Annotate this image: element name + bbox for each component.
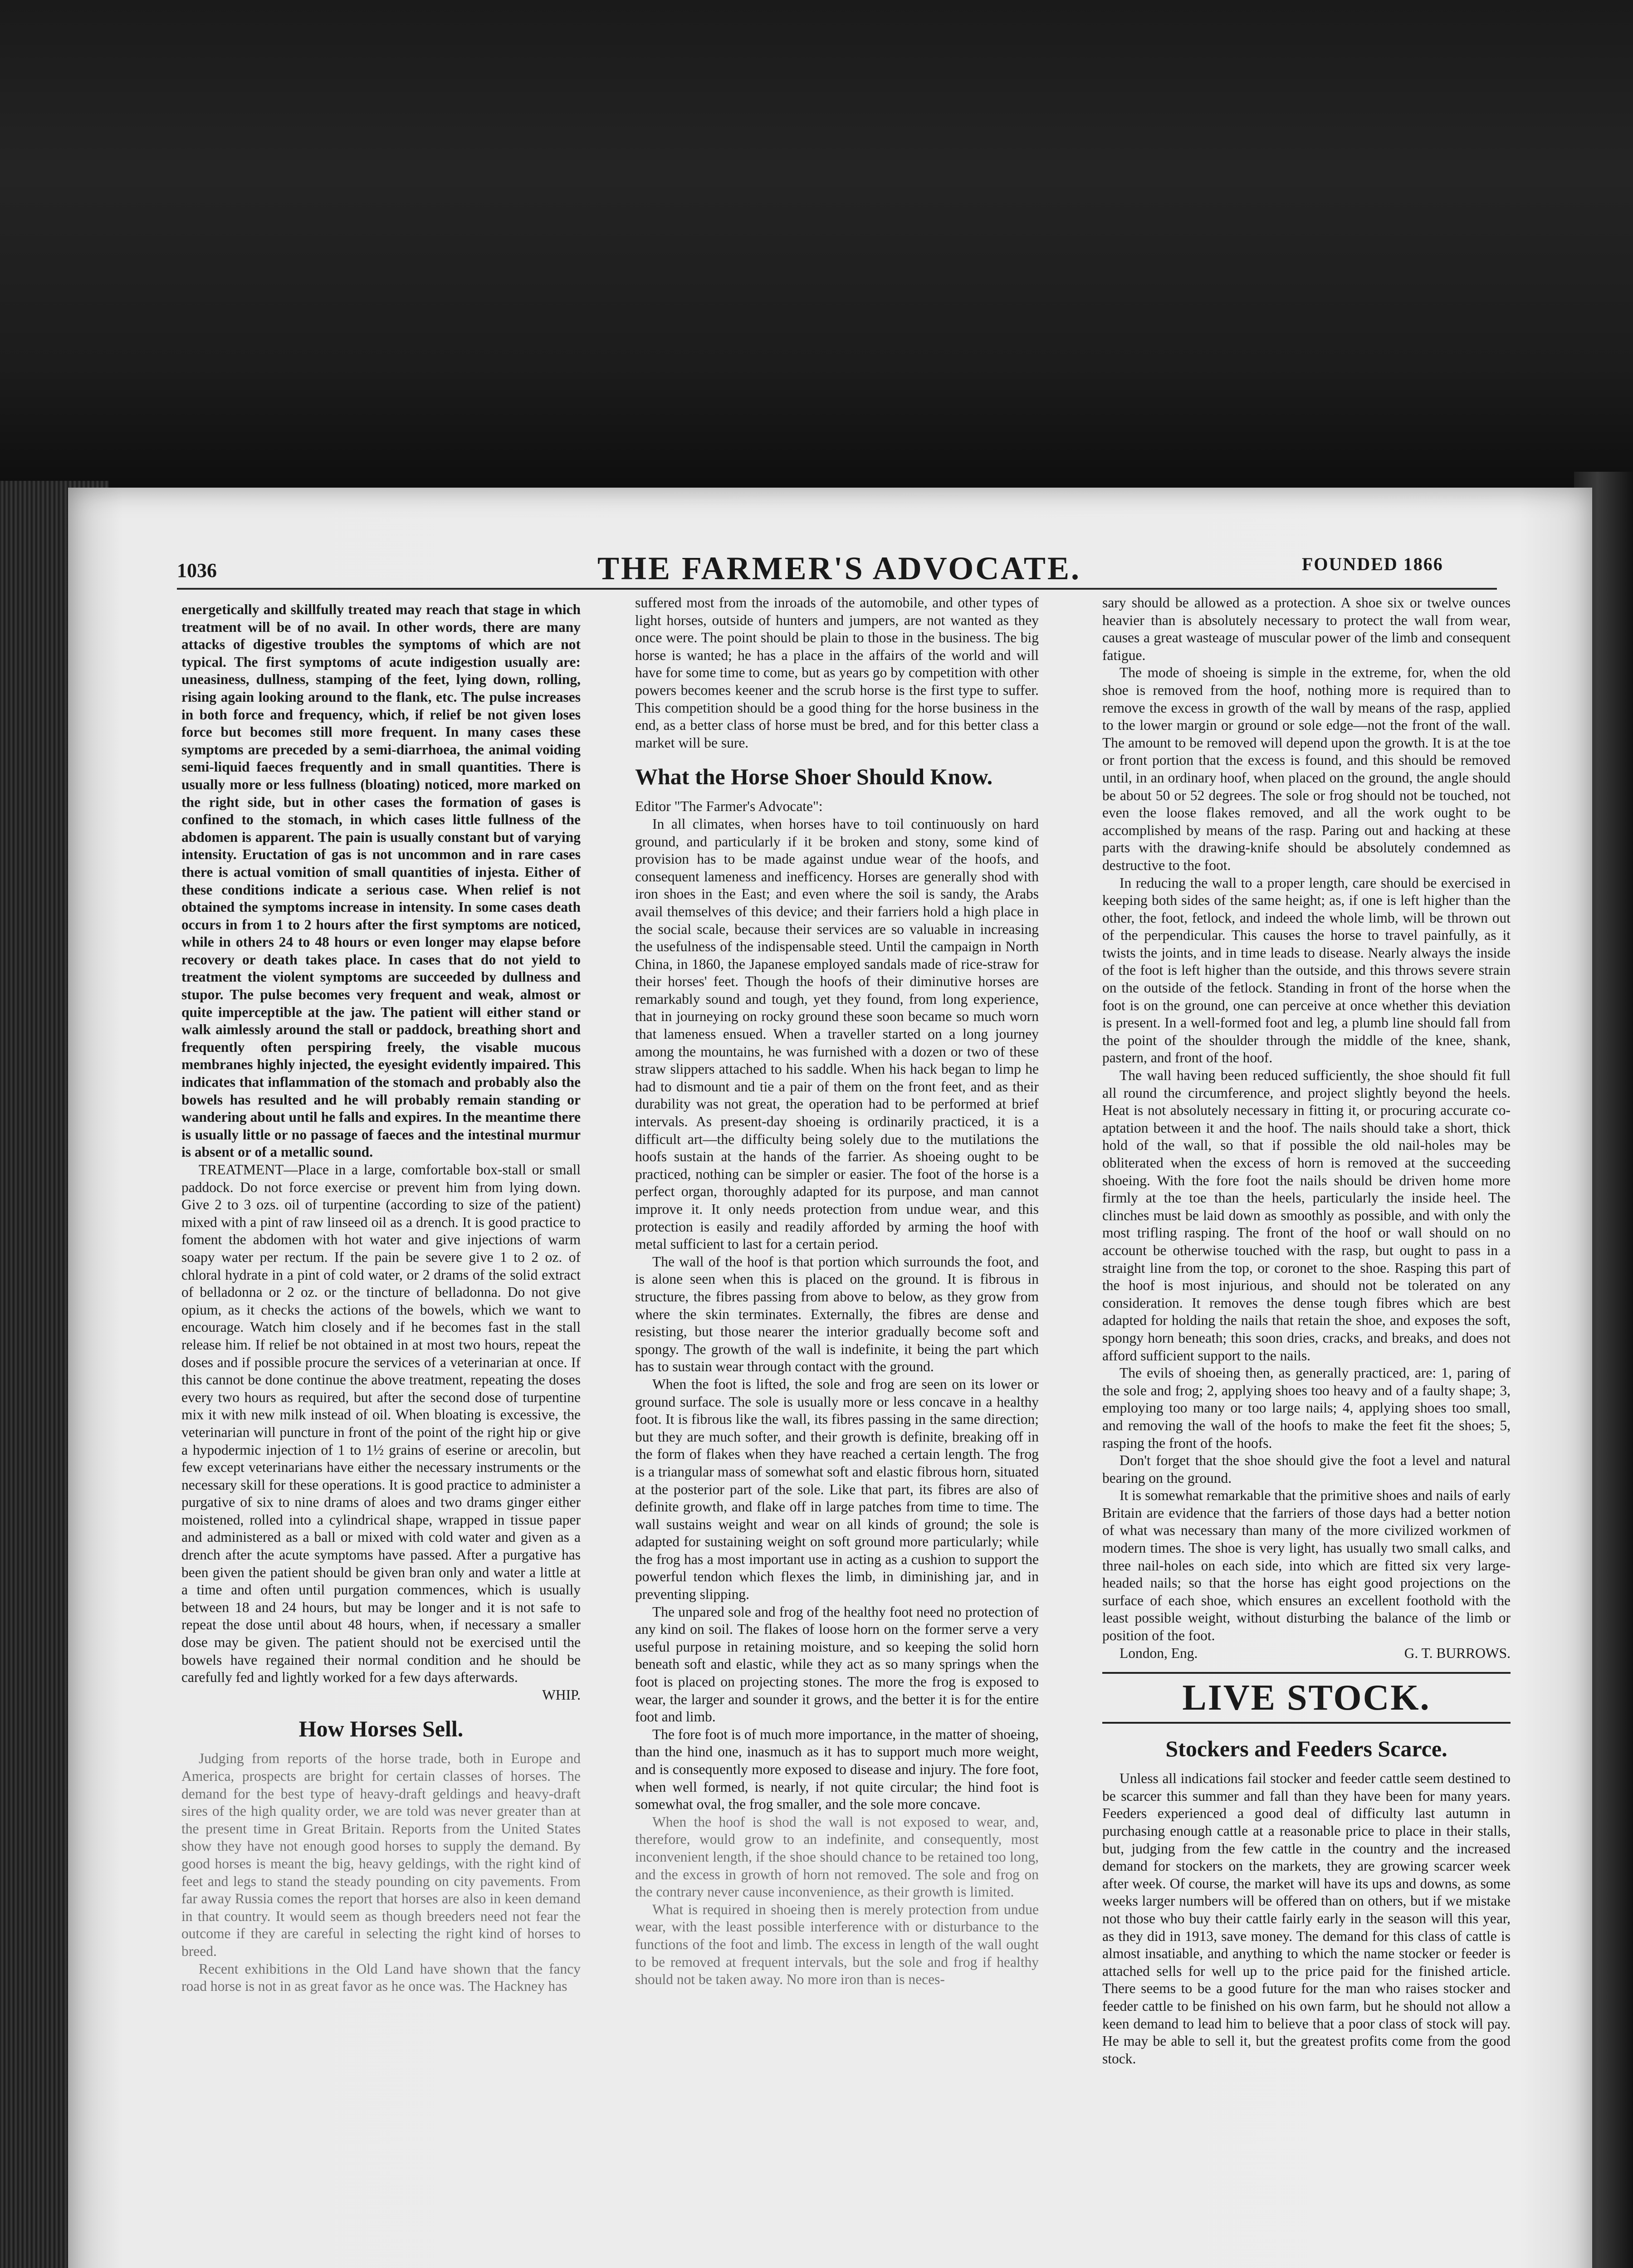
wall-of-hoof-paragraph: The wall of the hoof is that portion which surrounds the foot, and is alone seen when this is placed on the ground. It is fibrous in structure, the fibres passing from above to below, as they grow from where the skin terminates. Externally, the fibres are dense and resisting, but those nearer the interior gradually become soft and spongy. The growth of the wall is indefinite, it being the part which has to sustain wear through contact with the ground. [635,1253,1039,1375]
column-right [1102,594,1511,2068]
horses-sell-paragraph: Judging from reports of the horse trade, both in Europe and America, prospects are bright for certain classes of horses. The demand for the best type of heavy-draft geldings and heavy-draft sires of the high quality order, we are told was never greater than at the present time in Great Britain. Reports from the United States show they have not enough good horses to supply the demand. By good horses is meant the big, heavy geldings, with the right kind of feet and legs to stand the steady pounding on city pavements. From far away Russia comes the report that horses are also in keen demand in that country. It would seem as though breeders need not fear the outcome if they are careful in selecting the right kind of horses to breed. [181,1750,581,1959]
column-left [181,601,581,1995]
primitive-shoes-paragraph: It is somewhat remarkable that the primitive shoes and nails of early Britain are evidence that the farriers of those days had a better notion of what was necessary than many of the more civilized workmen of modern times. The shoe is very light, has usually two small calks, and three nail-holes on each side, into which are fitted six very large-headed nails; so that the horse has eight good projections on the surface of each shoe, which ensures an excellent foothold with the least possible weight, without disturbing the balance of the limb or position of the foot. [1102,1487,1511,1644]
indigestion-paragraph: energetically and skillfully treated may reach that stage in which treatment will be of no avail. In other words, there are many attacks of digestive troubles the symptoms of which are not typical. The first symptoms of acute indigestion usually are: uneasiness, dullness, stamping of the feet, lying down, rolling, rising again looking around to the flank, etc. The pulse increases in both force and frequency, which, if relief be not given loses force but becomes still more frequent. In many cases these symptoms are preceded by a semi-diarrhoea, the animal voiding semi-liquid faeces frequently and in small quantities. There is usually more or less fullness (bloating) noticed, more marked on the right side, but in other cases the formation of gases is confined to the stomach, in which cases little fullness of the abdomen is apparent. The pain is usually constant but of varying intensity. Eructation of gas is not uncommon and in rare cases there is actual vomition of small quantities of injesta. Either of these conditions indicate a serious case. When relief is not obtained the symptoms increase in intensity. In some cases death occurs in from 1 to 2 hours after the first symptoms are noticed, while in others 24 to 48 hours or even longer may elapse before recovery or death takes place. In cases that do not yield to treatment the violent symptoms are succeeded by dullness and stupor. The pulse becomes very frequent and weak, almost or quite imperceptible at the jaw. The patient will either stand or walk aimlessly around the stall or paddock, breathing short and frequently often perspiring freely, the visable mucous membranes highly injected, the eyesight evidently impaired. This indicates that inflammation of the stomach and probably also the bowels has resulted and he will probably remain standing or wandering about until he falls and expires. In the meantime there is usually little or no passage of faeces and the intestinal murmur is absent or of a metallic sound. [181,601,581,1160]
mode-of-shoeing-paragraph: The mode of shoeing is simple in the extreme, for, when the old shoe is removed from the hoof, nothing more is required than to remove the excess in growth of the wall by means of the rasp, applied to the lower margin or ground or sole edge—not the front of the wall. The amount to be removed will depend upon the growth. It is at the toe or front portion that the excess is found, and this should be removed until, in an ordinary hoof, when placed on the ground, the angle should be about 50 or 52 degrees. The sole or frog should not be touched, not even the loose flakes removed, and all the work ought to be accomplished by means of the rasp. Paring out and hacking at these parts with the drawing-knife should be absolutely condemned as destructive to the foot. [1102,665,1511,873]
stockers-paragraph: Unless all indications fail stocker and feeder cattle seem destined to be scarcer this summer and fall than they have been for many years. Feeders experienced a good deal of difficulty last autumn in purchasing enough cattle at a reasonable price to place in their stalls, but, judging from the few cattle in the country and the increased demand for stockers on the markets, they are growing scarcer week after week. Of course, the market will have its ups and downs, as some weeks larger numbers will be offered than on others, but if we mistake not those who buy their cattle fairly early in the season will this year, as they did in 1913, save money. The demand for this class of cattle is almost insatiable, and anything to which the name stocker or feeder is attached sells for well up to the price paid for the finished article. There seems to be a good future for the man who raises stocker and feeder cattle to be finished on his own farm, but he should not allow a keen demand to lead him to believe that a poor class of stock will pay. He may be able to sell it, but the greatest profits come from the good stock. [1102,1770,1511,2067]
shoe-weight-paragraph: sary should be allowed as a protection. A shoe six or twelve ounces heavier than is absolutely necessary to protect the wall from wear, causes a great wasteage of muscular power of the limb and consequent fatigue. [1102,595,1511,663]
live-stock-section-banner: LIVE STOCK. [1102,1672,1511,1724]
editor-salutation: Editor "The Farmer's Advocate": [635,798,823,815]
letter-signoff [1102,1645,1511,1662]
unpared-sole-paragraph: The unpared sole and frog of the healthy foot need no protection of any kind on soil. The flakes of loose horn on the former serve a very useful purpose in retaining moisture, and so keeping the solid horn beneath soft and elastic, while they act as so many springs when the foot is placed on projecting stones. The more the frog is exposed to wear, the larger and sounder it grows, and the better it is for the entire foot and limb. [635,1603,1039,1725]
shoe-fitting-paragraph: The wall having been reduced sufficiently, the shoe should fit full all round the circumference, and project slightly beyond the heels. Heat is not absolutely necessary in fitting it, or procuring accurate co-aptation between it and the hoof. The nails should take a short, thick hold of the wall, so that if possible the old nail-holes may be obliterated when the excess of horn is removed at the succeeding shoeing. With the fore foot the nails should be driven home more firmly at the toe than the heels, particularly the inside heel. The clinches must be laid down as smoothly as possible, and with only the most trifling rasping. The front of the hoof or wall should on no account be otherwise touched with the rasp, but ought to pass in a straight line from the top, or coronet to the shoe. Rasping this part of the hoof is most injurious, and should not be tolerated on any consideration. It removes the dense tough fibres which are best adapted for holding the nails that retain the shoe, and exposes the soft, spongy horn beneath; this soon dries, cracks, and breaks, and does not afford sufficient support to the nails. [1102,1067,1511,1364]
fore-foot-paragraph: The fore foot is of much more importance, in the matter of shoeing, than the hind one, inasmuch as it has to support much more weight, and is consequently more exposed to disease and injury. The fore foot, when well formed, is nearly, if not quite circular; the hind foot is somewhat oval, the frog smaller, and the sole more concave. [635,1726,1039,1813]
reducing-wall-paragraph: In reducing the wall to a proper length, care should be exercised in keeping both sides of the same height; as, if one is left higher than the other, the foot, fetlock, and indeed the whole limb, will be thrown out of the perpendicular. This causes the horse to travel painfully, as it twists the joints, and in time leads to disease. Nearly always the inside of the foot is left higher than the outside, and this throws severe strain on the outside of the fetlock. Standing in front of the horse when the foot is on the ground, one can perceive at once whether this deviation is present. In a well-formed foot and leg, a plumb line should fall from the point of the shoulder through the middle of the knee, shank, pastern, and front of the hoof. [1102,875,1511,1066]
letter-author: G. T. BURROWS. [1404,1645,1511,1661]
founded-label: FOUNDED 1866 [1302,554,1443,574]
evils-of-shoeing-paragraph: The evils of shoeing then, as generally practiced, are: 1, paring of the sole and frog; 2, applying shoes too heavy and of a faulty shape; 3, employing too many or too large nails; 4, applying shoes too small, and removing the wall of the hoofs to make the feet fit the shoes; 5, rasping the front of the hoofs. [1102,1365,1511,1451]
masthead-title: THE FARMER'S ADVOCATE. [597,550,1081,587]
hoof-shod-paragraph: When the hoof is shod the wall is not exposed to wear, and, therefore, would grow to an indefinite, and consequently, most inconvenient length, if the shoe should chance to be retained too long, and the excess in growth of horn not removed. The sole and frog on the contrary never cause inconvenience, as their growth is limited. [635,1813,1039,1900]
page-number: 1036 [177,559,217,582]
sole-and-frog-paragraph: When the foot is lifted, the sole and frog are seen on its lower or ground surface. The sole is usually more or less concave in a healthy foot. It is fibrous like the wall, its fibres passing in the same direction; but they are much softer, and their growth is definite, breaking off in the form of flakes when they have reached a certain length. The frog is a triangular mass of somewhat soft and elastic fibrous horn, situated at the posterior part of the sole. Like that part, its fibres are also of definite growth, and flake off in large patches from time to time. The wall sustains weight and wear on all kinds of ground; the sole is adapted for sustaining weight on soft ground more particularly; while the frog has a most important use in acting as a cushion to support the powerful tendon which flexes the limb, in diminishing jar, and in preventing slipping. [635,1376,1039,1603]
horses-sell-continued: suffered most from the inroads of the automobile, and other types of light horses, outside of hunters and jumpers, are not wanted as they once were. The point should be plain to those in the business. The big horse is wanted; he has a place in the affairs of the world and will have for some time to come, but as years go by competition with other powers becomes keener and the scrub horse is the first type to suffer. This competition should be a good thing for the horse business in the end, as a better class of horse must be bred, and for this better class a market will be sure. [635,595,1039,751]
microfilm-border-top [0,0,1633,490]
letter-place: London, Eng. [1120,1645,1198,1661]
shoeing-required-paragraph: What is required in shoeing then is merely protection from undue wear, with the least possible interference with or disturbance to the functions of the foot and limb. The excess in length of the wall ought to be removed at frequent intervals, but the sole and frog if healthy should not be taken away. No more iron than is neces- [635,1901,1039,1988]
how-horses-sell-heading: How Horses Sell. [298,1716,464,1742]
climates-paragraph: In all climates, when horses have to toil continuously on hard ground, and particularly if it be broken and stony, some kind of provision has to be made against undue wear of the hoofs, and consequent lameness and inefficency. Horses are generally shod with iron shoes in the East; and even where the soil is sandy, the Arabs avail themselves of this device; and their farriers hold a high place in the social scale, because their services are so valuable in increasing the usefulness of the indispensable steed. Until the campaign in North China, in 1860, the Japanese employed sandals made of rice-straw for their horses' feet. Though the hoofs of their diminutive horses are remarkably sound and tough, yet they found, from long experience, that in journeying on rocky ground these soon became so much worn that lameness ensued. When a traveller started on a long journey among the mountains, he was furnished with a dozen or two of these straw slippers attached to his saddle. When his hack began to limp he had to dismount and tie a pair of them on the front feet, and as their durability was not great, the operation had to be performed at brief intervals. As present-day shoeing is ordinarily practiced, it is a difficult art—the difficulty being solely due to the mutilations the hoofs sustain at the hands of the farrier. As shoeing ought to be practiced, nothing can be simpler or easier. The foot of the horse is a perfect organ, thoroughly adapted for its purpose, and man cannot improve it. It only needs protection from undue wear, and this protection is easily and readily afforded by arming the hoof with metal sufficient to last for a certain period. [635,816,1039,1252]
treatment-paragraph: TREATMENT—Place in a large, comfortable box-stall or small paddock. Do not force exercise or prevent him from lying down. Give 2 to 3 ozs. oil of turpentine (according to size of the patient) mixed with a pint of raw linseed oil as a drench. It is good practice to foment the abdomen with hot water and give injections of warm soapy water per rectum. If the pain be severe give 1 to 2 oz. of chloral hydrate in a pint of cold water, or 2 drams of the solid extract of belladonna or 2 oz. or the tincture of belladonna. Do not give opium, as it checks the actions of the bowels, which we want to encourage. Watch him closely and if he becomes fast in the stall release him. If relief be not obtained in at most two hours, repeat the doses and if possible procure the services of a veterinarian at once. If this cannot be done continue the above treatment, repeating the doses every two hours as required, but after the second dose of turpentine mix it with new milk instead of oil. When bloating is excessive, the veterinarian will puncture in front of the point of the right hip or give a hypodermic injection of 1 to 1½ grains of eserine or arecolin, but few except veterinarians have either the necessary instruments or the necessary skill for these operations. It is good practice to administer a purgative of six to nine drams of aloes and two drams ginger either moistened, rolled into a cylindrical shape, wrapped in tissue paper and administered as a ball or mixed with cold water and given as a drench after the acute symptoms have passed. After a purgative has been given the patient should be given bran only and water a little at a time and often until purgation commences, which is usually between 18 and 24 hours, but may be longer and it is not safe to repeat the dose until about 48 hours, when, if necessary a smaller dose may be given. The patient should not be exercised until the bowels have regained their normal condition and he should be carefully fed and lightly worked for a few days afterwards. [181,1162,581,1686]
stockers-feeders-heading: Stockers and Feeders Scarce. [1165,1736,1447,1762]
exhibitions-paragraph: Recent exhibitions in the Old Land have shown that the fancy road horse is not in as great favor as he once was. The Hackney has [181,1960,581,1994]
header-rule [177,588,1497,590]
article-signature: WHIP. [542,1686,581,1703]
level-bearing-paragraph: Don't forget that the shoe should give the foot a level and natural bearing on the ground. [1102,1452,1511,1486]
horse-shoer-heading: What the Horse Shoer Should Know. [635,764,993,790]
column-middle [635,594,1039,1989]
